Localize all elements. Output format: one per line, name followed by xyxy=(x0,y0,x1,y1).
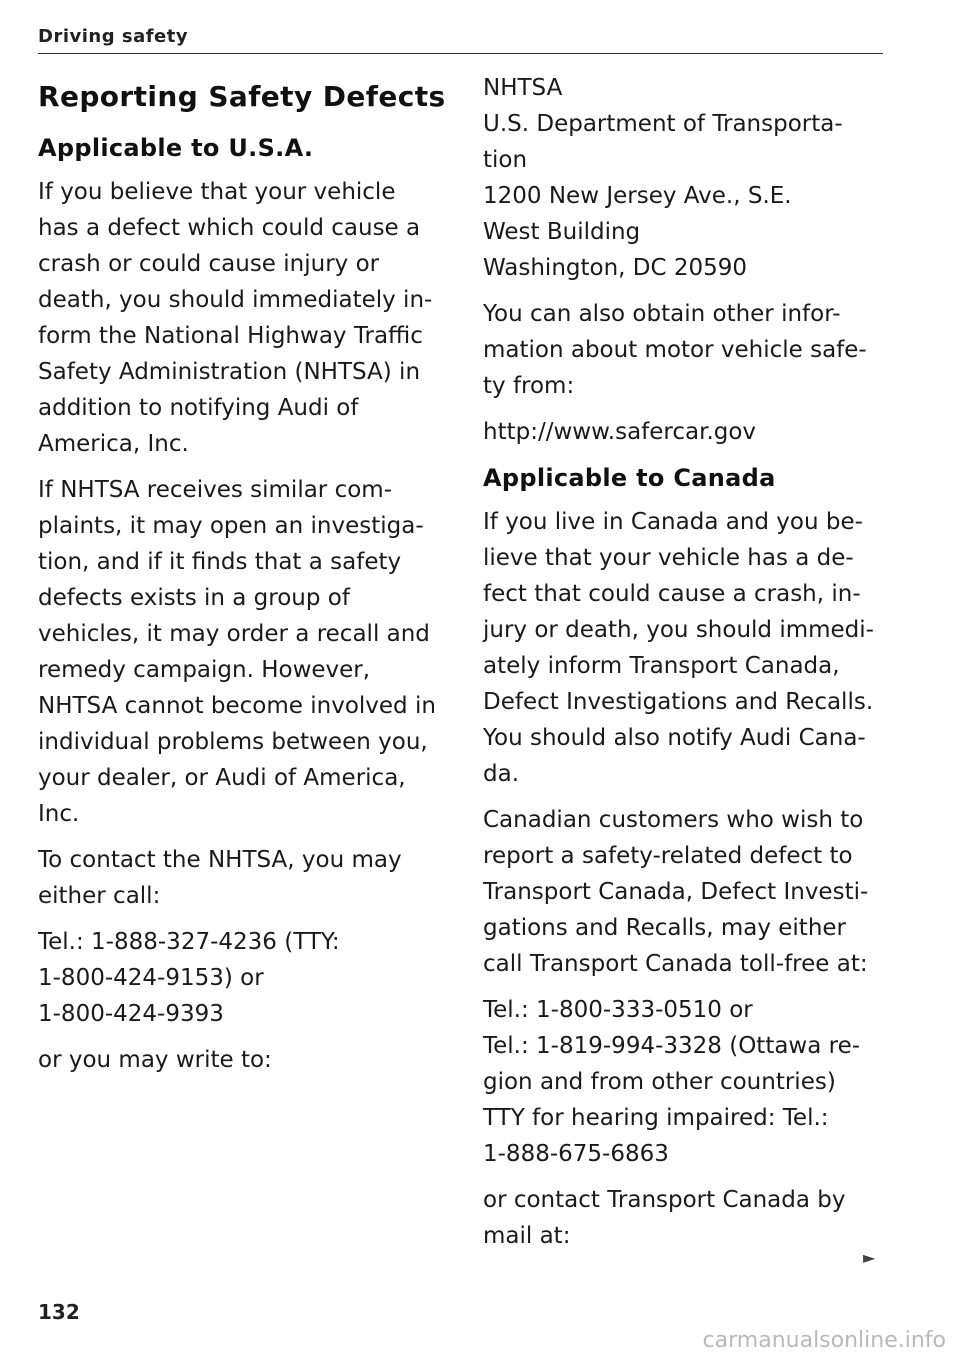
right-column xyxy=(483,70,903,1264)
text-line: fect that could cause a crash, in- xyxy=(483,581,861,607)
canada-subheading: Applicable to Canada xyxy=(483,464,776,492)
text-line: To contact the NHTSA, you may xyxy=(38,847,402,873)
safercar-url xyxy=(483,414,903,450)
text-line: NHTSA cannot become involved in xyxy=(38,693,436,719)
paragraph xyxy=(38,174,458,462)
text-line: http://www.safercar.gov xyxy=(483,419,757,445)
paragraph xyxy=(483,296,903,404)
text-line: If you believe that your vehicle xyxy=(38,179,396,205)
text-line: Washington, DC 20590 xyxy=(483,255,748,281)
text-line: report a safety-related defect to xyxy=(483,843,853,869)
text-line: plaints, it may open an investiga- xyxy=(38,513,424,539)
text-line: mail at: xyxy=(483,1223,571,1249)
text-line: vehicles, it may order a recall and xyxy=(38,621,430,647)
section-heading: Reporting Safety Defects xyxy=(38,80,446,113)
text-line: Tel.: 1-800-333-0510 or xyxy=(483,997,753,1023)
text-line: 1-888-675-6863 xyxy=(483,1141,669,1167)
text-line: form the National Highway Traffic xyxy=(38,323,423,349)
text-line: America, Inc. xyxy=(38,431,189,457)
text-line: 1-800-424-9393 xyxy=(38,1001,224,1027)
section-header: Driving safety xyxy=(38,26,189,47)
text-line: jury or death, you should immedi- xyxy=(483,617,874,643)
text-line: death, you should immediately in- xyxy=(38,287,433,313)
text-line: gion and from other countries) xyxy=(483,1069,836,1095)
text-line: addition to notifying Audi of xyxy=(38,395,359,421)
text-line: da. xyxy=(483,761,520,787)
text-line: U.S. Department of Transporta- xyxy=(483,111,843,137)
text-line: lieve that your vehicle has a de- xyxy=(483,545,854,571)
usa-subheading: Applicable to U.S.A. xyxy=(38,134,314,162)
text-line: either call: xyxy=(38,883,161,909)
paragraph xyxy=(483,802,903,982)
continue-arrow-icon: ► xyxy=(863,1248,876,1267)
text-line: ty from: xyxy=(483,373,575,399)
paragraph xyxy=(483,1182,903,1254)
text-line: tion, and if it finds that a safety xyxy=(38,549,402,575)
text-line: gations and Recalls, may either xyxy=(483,915,847,941)
text-line: has a defect which could cause a xyxy=(38,215,421,241)
text-line: Safety Administration (NHTSA) in xyxy=(38,359,421,385)
watermark: carmanualsonline.info xyxy=(702,1328,946,1353)
text-line: Inc. xyxy=(38,801,80,827)
text-line: Canadian customers who wish to xyxy=(483,807,864,833)
text-line: tion xyxy=(483,147,528,173)
phone-numbers xyxy=(38,924,458,1032)
left-column xyxy=(38,70,458,1088)
text-line: 1200 New Jersey Ave., S.E. xyxy=(483,183,792,209)
paragraph xyxy=(483,504,903,792)
text-line: TTY for hearing impaired: Tel.: xyxy=(483,1105,829,1131)
nhtsa-address xyxy=(483,70,903,286)
text-line: 1-800-424-9153) or xyxy=(38,965,264,991)
text-line: Tel.: 1-819-994-3328 (Ottawa re- xyxy=(483,1033,861,1059)
text-line: crash or could cause injury or xyxy=(38,251,380,277)
text-line: ately inform Transport Canada, xyxy=(483,653,840,679)
text-line: your dealer, or Audi of America, xyxy=(38,765,406,791)
text-line: NHTSA xyxy=(483,75,563,101)
text-line: If you live in Canada and you be- xyxy=(483,509,863,535)
text-line: If NHTSA receives similar com- xyxy=(38,477,392,503)
text-line: remedy campaign. However, xyxy=(38,657,371,683)
text-line: Defect Investigations and Recalls. xyxy=(483,689,874,715)
page-number: 132 xyxy=(38,1300,80,1324)
text-line: West Building xyxy=(483,219,641,245)
text-line: You can also obtain other infor- xyxy=(483,301,841,327)
text-line: defects exists in a group of xyxy=(38,585,350,611)
paragraph xyxy=(38,472,458,832)
text-line: individual problems between you, xyxy=(38,729,428,755)
text-line: You should also notify Audi Cana- xyxy=(483,725,866,751)
text-line: Tel.: 1-888-327-4236 (TTY: xyxy=(38,929,340,955)
canada-phone-numbers xyxy=(483,992,903,1172)
paragraph xyxy=(38,842,458,914)
text-line: Transport Canada, Defect Investi- xyxy=(483,879,869,905)
text-line: mation about motor vehicle safe- xyxy=(483,337,867,363)
paragraph xyxy=(38,1042,458,1078)
header-divider xyxy=(38,53,883,54)
text-line: or you may write to: xyxy=(38,1047,272,1073)
text-line: call Transport Canada toll-free at: xyxy=(483,951,868,977)
text-line: or contact Transport Canada by xyxy=(483,1187,846,1213)
